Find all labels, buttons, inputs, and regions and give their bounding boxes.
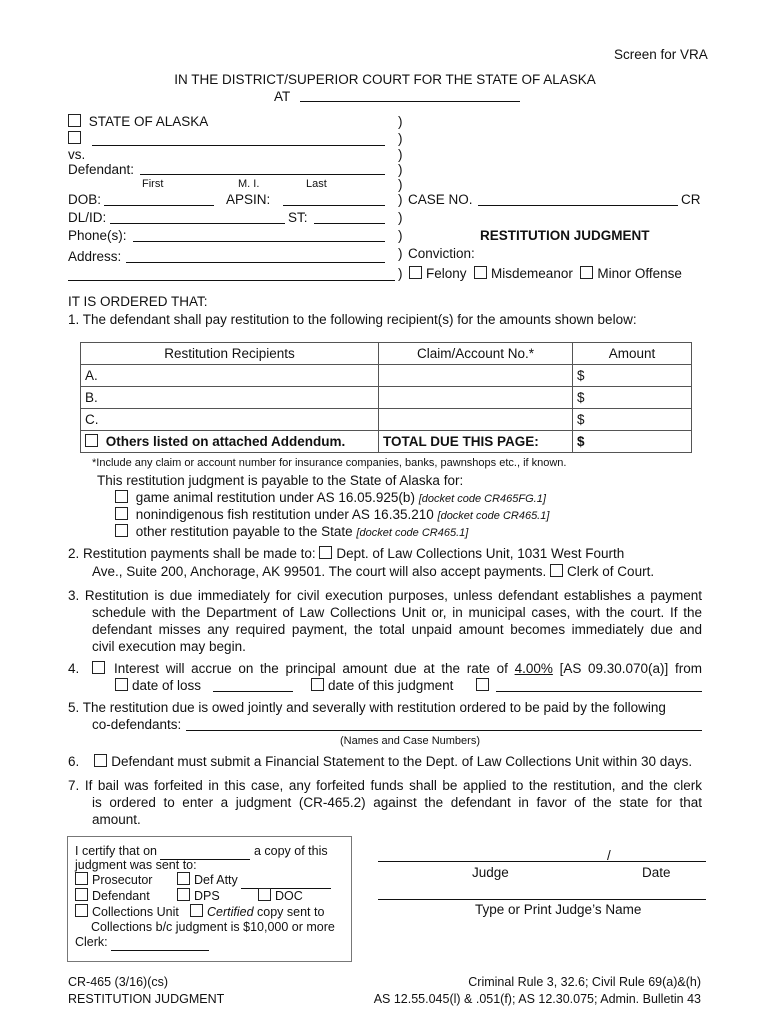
vs-label: vs. [68, 147, 86, 162]
label: date of loss [132, 678, 202, 693]
num: 6. [68, 754, 80, 769]
item-1: 1. The defendant shall pay restitution to the following recipient(s) for the amounts shown below: [68, 312, 637, 327]
table-row [81, 365, 692, 387]
ordered-heading: IT IS ORDERED THAT: [68, 294, 208, 309]
minor-offense-option[interactable] [580, 266, 682, 281]
label: Minor Offense [597, 266, 682, 281]
collections-unit-checkbox[interactable] [319, 546, 332, 559]
st-label: ST: [288, 210, 308, 225]
misdemeanor-option[interactable] [474, 266, 573, 281]
judge-name-field[interactable] [378, 899, 706, 900]
conviction-label: Conviction: [408, 246, 475, 261]
label: Collections Unit [92, 905, 179, 919]
dollar: $ [577, 412, 585, 427]
checkbox[interactable] [409, 266, 422, 279]
item-3-line: defendant misses any required payment, the total unpaid amount becomes immediately due and [92, 622, 702, 637]
item-4-text [114, 661, 702, 677]
recipient-b[interactable] [81, 387, 379, 409]
prosecutor-option[interactable] [75, 872, 152, 888]
case-no-field[interactable] [478, 205, 678, 206]
dlid-label: DL/ID: [68, 210, 107, 225]
checkbox[interactable] [115, 490, 128, 503]
doc-option[interactable] [258, 888, 303, 904]
print-name-label: Type or Print Judge’s Name [475, 902, 642, 917]
court-heading: IN THE DISTRICT/SUPERIOR COURT FOR THE STATE OF ALASKA [174, 72, 596, 87]
header-claim: Claim/Account No.* [379, 343, 573, 365]
checkbox[interactable] [258, 888, 271, 901]
phones-label: Phone(s): [68, 228, 127, 243]
claim-cell[interactable] [379, 365, 573, 387]
financial-statement-checkbox[interactable] [94, 754, 107, 767]
address-label: Address: [68, 249, 122, 264]
paren: ) [398, 246, 403, 261]
certified-copy-option[interactable] [190, 904, 324, 920]
text: 2. Restitution payments shall be made to: [68, 546, 316, 561]
date-of-loss-option[interactable] [115, 678, 201, 694]
court-location-field[interactable] [300, 101, 520, 102]
text: Interest will accrue on the principal amount due at the rate of [114, 661, 508, 676]
checkbox[interactable] [190, 904, 203, 917]
at-label: AT [274, 89, 291, 104]
checkbox[interactable] [68, 114, 81, 127]
def-atty-option[interactable] [177, 872, 331, 889]
label: date of this judgment [328, 678, 454, 693]
amount-cell[interactable] [573, 409, 692, 431]
case-no-label: CASE NO. [408, 192, 473, 207]
date-slash: / [607, 848, 611, 863]
names-hint: (Names and Case Numbers) [340, 735, 480, 747]
address-field-2[interactable] [68, 280, 395, 281]
plaintiff-other-checkbox[interactable] [68, 131, 81, 144]
dps-option[interactable] [177, 888, 220, 904]
co-defendants-label: co-defendants: [92, 717, 182, 732]
date-label: Date [642, 865, 671, 880]
row-label: C. [85, 412, 99, 427]
text: Ave., Suite 200, Anchorage, AK 99501. The court will also accept payments. [92, 564, 547, 579]
form-number: CR-465 (3/16)(cs) [68, 975, 169, 989]
dob-label: DOB: [68, 192, 102, 207]
game-animal-option[interactable] [115, 490, 546, 507]
text: Defendant must submit a Financial Statement to the Dept. of Law Collections Unit within 30 days. [111, 754, 693, 769]
text: Dept. of Law Collections Unit, 1031 West Fourth [336, 546, 625, 561]
date-of-judgment-option[interactable] [311, 678, 453, 694]
other-date-field[interactable] [496, 691, 702, 692]
label: STATE OF ALASKA [88, 114, 209, 129]
docket-code: [docket code CR465FG.1] [418, 493, 546, 505]
dlid-field[interactable] [110, 223, 285, 224]
plaintiff-name-field[interactable] [92, 145, 385, 146]
co-defendants-field[interactable] [186, 730, 702, 731]
item-3-line: schedule with the Department of Law Collections Unit or, in municipal cases, with the court. If the [92, 605, 702, 620]
recipient-a[interactable] [81, 365, 379, 387]
conviction-options [409, 266, 682, 282]
interest-rate[interactable]: 4.00% [514, 661, 553, 676]
phones-field[interactable] [133, 241, 385, 242]
paren: ) [398, 162, 403, 177]
payable-intro: This restitution judgment is payable to the State of Alaska for: [97, 473, 464, 488]
item-4-num: 4. [68, 661, 80, 676]
table-row [81, 409, 692, 431]
checkbox[interactable] [115, 678, 128, 691]
checkbox[interactable] [92, 661, 105, 674]
collections-unit-option[interactable] [75, 904, 179, 920]
label: Def Atty [194, 873, 238, 887]
row-label: A. [85, 368, 98, 383]
form-title: RESTITUTION JUDGMENT [68, 992, 225, 1006]
label: nonindigenous fish restitution under AS 16.35.210 [135, 507, 434, 522]
label: Defendant [92, 889, 150, 903]
rule-citation-1: Criminal Rule 3, 32.6; Civil Rule 69(a)&(h) [468, 975, 701, 989]
total-label: TOTAL DUE THIS PAGE: [379, 431, 573, 453]
date-of-loss-field[interactable] [213, 691, 293, 692]
label: copy sent to [257, 905, 325, 919]
apsin-label: APSIN: [226, 192, 271, 207]
recipient-c[interactable] [81, 409, 379, 431]
dob-field[interactable] [104, 205, 214, 206]
checkbox[interactable] [177, 872, 190, 885]
paren: ) [398, 147, 403, 162]
paren: ) [398, 192, 403, 207]
address-field-1[interactable] [126, 262, 385, 263]
st-field[interactable] [314, 223, 385, 224]
defendant-label: Defendant: [68, 162, 135, 177]
item-3-line: 3. Restitution is due immediately for civil execution purposes, unless defendant establishes a payment [68, 588, 702, 603]
text: Clerk of Court. [567, 564, 655, 579]
checkbox[interactable] [474, 266, 487, 279]
text: a copy of this [253, 844, 328, 858]
dollar: $ [577, 368, 585, 383]
label: game animal restitution under AS 16.05.925(b) [135, 490, 415, 505]
paren: ) [398, 210, 403, 225]
table-total-row [81, 431, 692, 453]
interest-checkbox[interactable] [92, 661, 109, 677]
claim-cell[interactable] [379, 387, 573, 409]
judge-signature-field[interactable] [378, 861, 706, 862]
other-state-option[interactable] [115, 524, 468, 541]
checkbox[interactable] [85, 434, 98, 447]
def-atty-field[interactable] [241, 872, 331, 889]
clerk-of-court-checkbox[interactable] [550, 564, 563, 577]
item-5: 5. The restitution due is owed jointly and severally with restitution ordered to be paid by the following [68, 700, 666, 715]
claim-cell[interactable] [379, 409, 573, 431]
footnote: *Include any claim or account number for insurance companies, banks, pawnshops etc., if known. [92, 457, 567, 469]
label: Prosecutor [92, 873, 153, 887]
item-2 [68, 546, 624, 562]
checkbox[interactable] [580, 266, 593, 279]
table-header [81, 343, 692, 365]
mi-label: M. I. [238, 178, 260, 190]
rule-citation-2: AS 12.55.045(l) & .051(f); AS 12.30.075; Admin. Bulletin 43 [373, 992, 701, 1006]
item-3-line: civil execution may begin. [92, 639, 246, 654]
cr-suffix: CR [681, 192, 701, 207]
label: Others listed on attached Addendum. [105, 434, 346, 449]
row-label: B. [85, 390, 98, 405]
restitution-table [80, 342, 692, 453]
fish-option[interactable] [115, 507, 549, 524]
checkbox[interactable] [75, 888, 88, 901]
amount-cell[interactable] [573, 365, 692, 387]
cert-collections-note: Collections b/c judgment is $10,000 or more [91, 920, 335, 934]
item-2-cont [92, 564, 654, 580]
last-label: Last [306, 178, 327, 190]
label: Felony [426, 266, 467, 281]
screen-for-vra: Screen for VRA [614, 47, 708, 62]
item-7-line: 7. If bail was forfeited in this case, any forfeited funds shall be applied to the restitution, and the clerk [68, 778, 702, 793]
label: DOC [275, 889, 303, 903]
header-recipients: Restitution Recipients [81, 343, 379, 365]
item-7-line: is ordered to enter a judgment (CR-465.2) against the defendant in favor of the state for that [92, 795, 702, 810]
paren: ) [398, 114, 403, 129]
checkbox[interactable] [115, 524, 128, 537]
text: I certify that on [75, 844, 157, 858]
label: DPS [194, 889, 220, 903]
label: other restitution payable to the State [135, 524, 353, 539]
other-date-checkbox[interactable] [476, 678, 489, 691]
document-title: RESTITUTION JUDGMENT [480, 228, 650, 243]
addendum-option[interactable] [81, 431, 379, 453]
paren: ) [398, 228, 403, 243]
first-label: First [142, 178, 164, 190]
header-amount: Amount [573, 343, 692, 365]
paren: ) [398, 177, 403, 192]
item-7-line: amount. [92, 812, 141, 827]
docket-code: [docket code CR465.1] [437, 510, 550, 522]
cert-line-2: judgment was sent to: [75, 858, 197, 872]
amount-cell[interactable] [573, 387, 692, 409]
judge-label: Judge [472, 865, 509, 880]
checkbox[interactable] [75, 904, 88, 917]
state-of-alaska-option[interactable] [68, 114, 208, 130]
defendant-name-field[interactable] [140, 174, 385, 175]
defendant-option[interactable] [75, 888, 150, 904]
label: Clerk: [75, 935, 108, 949]
felony-option[interactable] [409, 266, 467, 281]
dollar: $ [577, 390, 585, 405]
item-6 [68, 754, 692, 770]
text: [AS 09.30.070(a)] from [559, 661, 702, 676]
total-amount[interactable] [573, 431, 692, 453]
paren: ) [398, 131, 403, 146]
label: Certified [207, 905, 254, 919]
docket-code: [docket code CR465.1] [356, 527, 469, 539]
apsin-field[interactable] [283, 205, 385, 206]
checkbox[interactable] [75, 872, 88, 885]
table-row [81, 387, 692, 409]
clerk-line [75, 934, 209, 951]
checkbox[interactable] [311, 678, 324, 691]
paren: ) [398, 266, 403, 281]
checkbox[interactable] [115, 507, 128, 520]
label: Misdemeanor [491, 266, 573, 281]
checkbox[interactable] [177, 888, 190, 901]
clerk-field[interactable] [111, 934, 209, 951]
dollar: $ [577, 434, 585, 449]
